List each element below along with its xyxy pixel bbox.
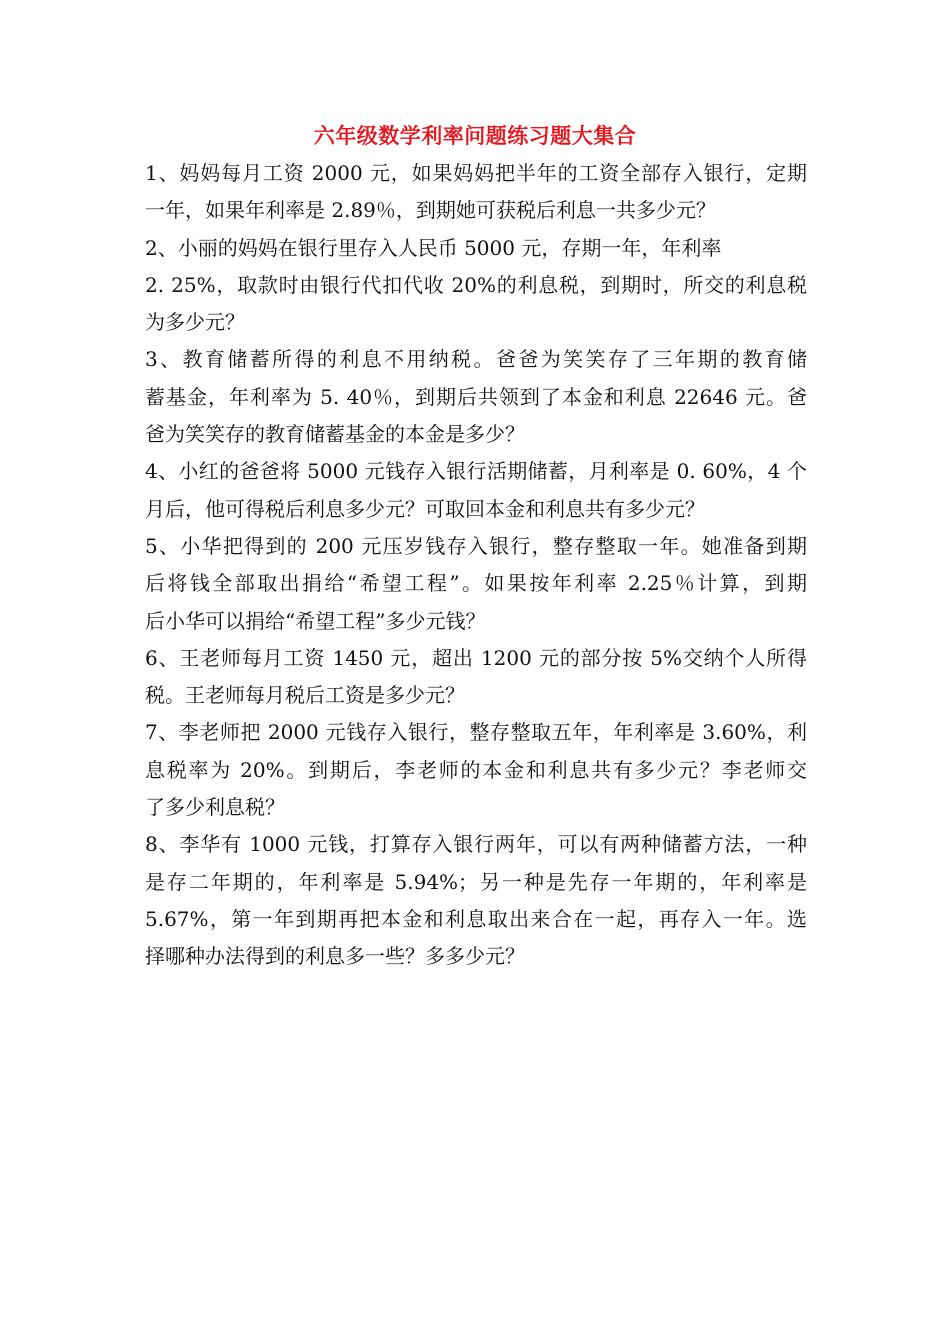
question-line: 后小华可以捐给“希望工程”多少元钱？ [145, 608, 486, 633]
question-line: 是存二年期的，年利率是 5.94%；另一种是先存一年期的，年利率是 [145, 869, 807, 894]
question-line: 一年，如果年利率是 2.89％，到期她可获税后利息一共多少元？ [145, 198, 716, 223]
question-line: 择哪种办法得到的利息多一些？多多少元？ [145, 944, 525, 969]
question-line: 7、李老师把 2000 元钱存入银行，整存整取五年，年利率是 3.60%，利 [145, 720, 807, 745]
question-line: 了多少利息税？ [145, 795, 285, 820]
question-line: 为多少元？ [145, 310, 245, 335]
question-6 [145, 640, 807, 715]
question-3 [145, 341, 807, 453]
question-line: 3、教育储蓄所得的利息不用纳税。爸爸为笑笑存了三年期的教育储 [145, 347, 807, 372]
question-line: 2. 25%，取款时由银行代扣代收 20%的利息税，到期时，所交的利息税 [145, 272, 807, 297]
question-line: 5.67%，第一年到期再把本金和利息取出来合在一起，再存入一年。选 [145, 906, 807, 931]
question-line: 税。王老师每月税后工资是多少元？ [145, 683, 465, 708]
question-8 [145, 826, 807, 975]
question-2 [145, 230, 807, 342]
question-4 [145, 453, 807, 528]
question-7 [145, 714, 807, 826]
question-line: 2、小丽的妈妈在银行里存入人民币 5000 元，存期一年，年利率 [145, 235, 722, 260]
question-line: 4、小红的爸爸将 5000 元钱存入银行活期储蓄，月利率是 0. 60%，4 个 [145, 459, 807, 484]
document-title: 六年级数学利率问题练习题大集合 [313, 123, 637, 148]
question-line: 后将钱全部取出捐给“希望工程”。如果按年利率 2.25％计算，到期 [145, 571, 807, 596]
question-line: 息税率为 20%。到期后，李老师的本金和利息共有多少元？李老师交 [145, 757, 807, 782]
question-line: 1、妈妈每月工资 2000 元，如果妈妈把半年的工资全部存入银行，定期 [145, 161, 807, 185]
question-1 [145, 155, 807, 230]
question-line: 爸为笑笑存的教育储蓄基金的本金是多少？ [145, 422, 525, 447]
question-line: 5、小华把得到的 200 元压岁钱存入银行，整存整取一年。她准备到期 [145, 533, 807, 558]
question-line: 月后，他可得税后利息多少元？可取回本金和利息共有多少元？ [145, 496, 705, 521]
question-line: 8、李华有 1000 元钱，打算存入银行两年，可以有两种储蓄方法，一种 [145, 832, 807, 857]
question-line: 6、王老师每月工资 1450 元，超出 1200 元的部分按 5%交纳个人所得 [145, 645, 807, 670]
question-list [145, 155, 807, 976]
question-5 [145, 528, 807, 640]
question-line: 蓄基金，年利率为 5. 40％，到期后共领到了本金和利息 22646 元。爸 [145, 384, 807, 409]
